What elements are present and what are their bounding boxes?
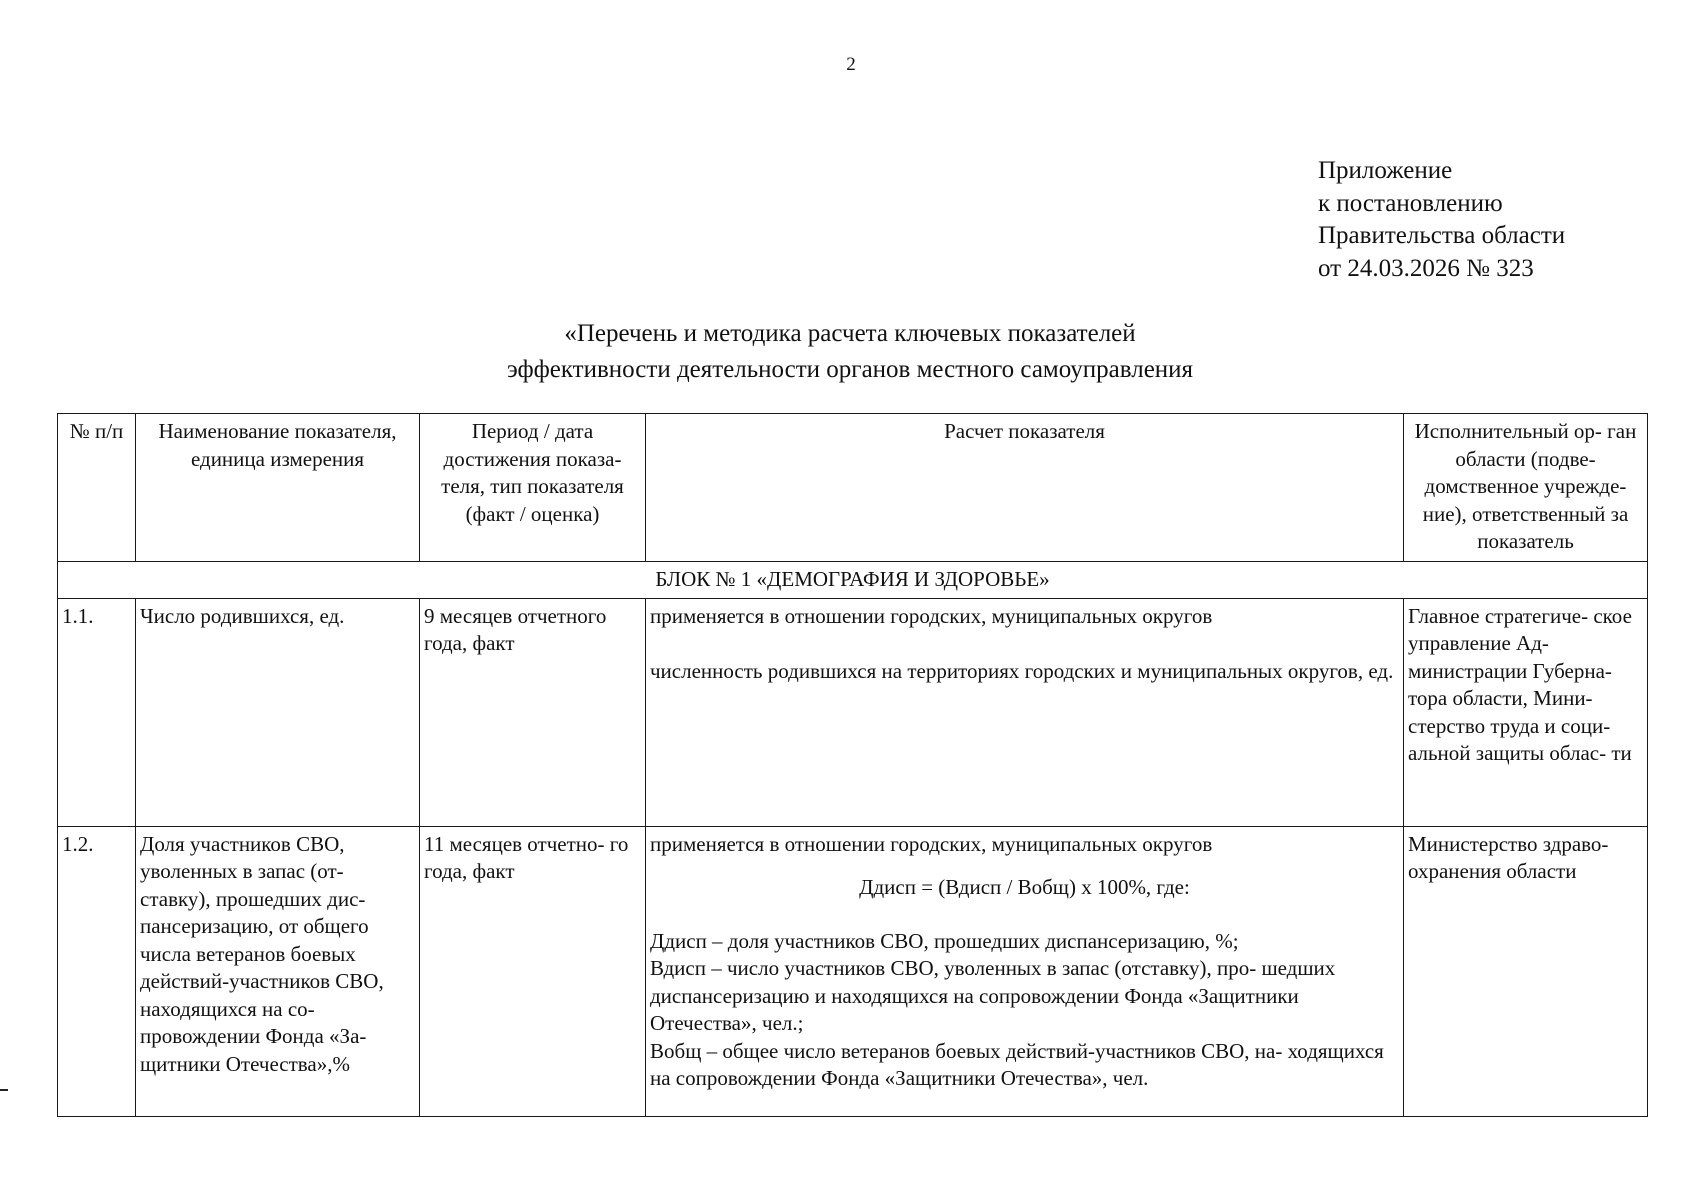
appendix-line: к постановлению [1318,189,1503,217]
appendix-line: Приложение [1318,157,1453,184]
table-header-row [58,414,1648,562]
row-responsible: Главное стратегиче- ское управление Ад- министрации Губерна- тора области, Мини- стерство труда и соци- альной защиты облас- ти [1404,598,1648,826]
header-calculation: Расчет показателя [646,414,1404,562]
table-row [58,598,1648,826]
appendix-date-number: от 24.03.2026 № 323 [1318,254,1534,282]
row-number: 1.2. [58,826,136,1116]
row-indicator-name: Число родившихся, ед. [136,598,420,826]
calc-text: численность родившихся на территориях городских и муниципальных округов, ед. [650,659,1394,683]
row-indicator-name: Доля участников СВО, уволенных в запас (от- ставку), прошедших дис- пансеризацию, от общего числа ветеранов боевых действий-участников СВО, находящихся на со- провождении Фонда «За- щитники Отечества»,% [136,826,420,1116]
calc-definition: Вдисп – число участников СВО, уволенных в запас (отставку), про- шедших диспансеризацию и находящихся на сопровождении Фонда «Защитники Отечества», чел.; [650,956,1336,1035]
title-line: «Перечень и методика расчета ключевых показателей [564,320,1136,347]
calc-applies: применяется в отношении городских, муниципальных округов [650,603,1213,628]
calc-definition: Ддисп – доля участников СВО, прошедших диспансеризацию, %; [650,928,1239,953]
document-title [100,316,1600,388]
row-responsible: Министерство здраво- охранения области [1404,826,1648,1116]
header-number: № п/п [58,414,136,562]
block-title: БЛОК № 1 «ДЕМОГРАФИЯ И ЗДОРОВЬЕ» [58,562,1648,599]
table-row [58,826,1648,1116]
title-line: эффективности деятельности органов местного самоуправления [506,356,1194,383]
row-number: 1.1. [58,598,136,826]
scan-margin-mark [0,1089,8,1091]
header-indicator-name: Наименование показателя, единица измерения [136,414,420,562]
appendix-line: Правительства области [1318,222,1566,249]
row-calculation [646,598,1404,826]
row-period: 9 месяцев отчетного года, факт [420,598,646,826]
calc-definition: Вобщ – общее число ветеранов боевых действий-участников СВО, на- ходящихся на сопровождении Фонда «Защитники Отечества», чел. [650,1038,1384,1090]
row-period: 11 месяцев отчетно- го года, факт [420,826,646,1116]
header-responsible: Исполнительный ор- ган области (подве- домственное учрежде- ние), ответственный за показатель [1404,414,1648,562]
row-calculation [646,826,1404,1116]
block-header-row [58,562,1648,599]
page-number: 2 [846,54,856,75]
header-period: Период / дата достижения показа- теля, тип показателя (факт / оценка) [420,414,646,562]
calc-applies: применяется в отношении городских, муниципальных округов [650,831,1213,856]
calc-formula: Ддисп = (Вдисп / Вобщ) x 100%, где: [859,875,1190,899]
indicators-table [57,413,1648,1117]
appendix-block [1318,155,1565,285]
